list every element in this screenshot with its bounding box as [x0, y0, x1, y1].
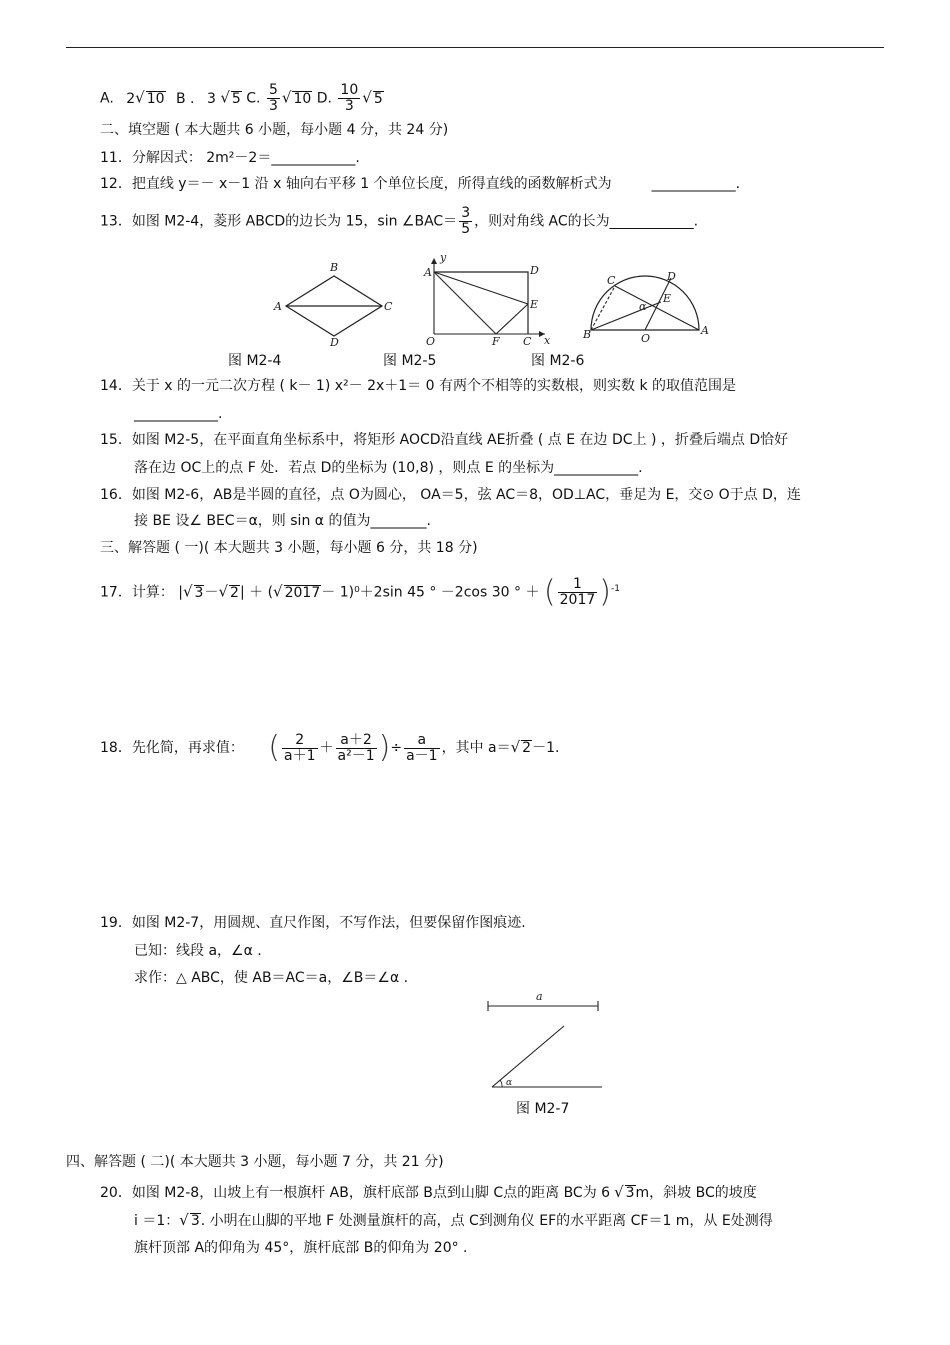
caption-m2-5: 图 M2-5 — [383, 353, 437, 369]
q17-fraction: $\frac{1}{2017}$ — [559, 576, 596, 609]
f25-label-e: E — [530, 298, 539, 311]
caption-m2-4: 图 M2-4 — [228, 353, 282, 369]
question-12: 12．把直线 y＝－ x－1 沿 x 轴向右平移 1 个单位长度，所得直线的函数解析式为 ____________. — [100, 176, 741, 192]
question-16-line-1: 16．如图 M2-6，AB是半圆的直径，点 O为圆心， OA＝5，弦 AC＝8，OD⊥AC，垂足为 E，交⊙ O于点 D，连 — [100, 487, 801, 503]
section-2-title: 二、填空题 ( 本大题共 6 小题，每小题 4 分，共 24 分) — [100, 122, 449, 138]
question-19-line-3: 求作：△ ABC，使 AB＝AC＝a，∠B＝∠α . — [134, 970, 409, 986]
option-c-label: C. — [246, 90, 261, 107]
question-14-line-1: 14．关于 x 的一元二次方程 ( k－ 1) x²－ 2x＋1＝ 0 有两个不相等的实数根，则实数 k 的取值范围是 — [100, 378, 736, 394]
f26-label-o: O — [641, 332, 651, 345]
question-19-line-1: 19．如图 M2-7，用圆规、直尺作图，不写作法，但要保留作图痕迹. — [100, 915, 526, 931]
f25-label-x: x — [544, 334, 551, 347]
f25-label-o: O — [426, 335, 436, 347]
f24-label-c: C — [384, 300, 393, 313]
f25-label-y: y — [440, 252, 447, 264]
f25-label-f: F — [492, 335, 500, 347]
f24-label-d: D — [330, 336, 339, 348]
question-19-line-2: 已知：线段 a，∠α . — [134, 943, 262, 959]
f26-label-alpha: α — [639, 300, 647, 313]
option-d-radicand: 5 — [373, 90, 383, 107]
option-a-coef: 2 — [126, 90, 136, 107]
question-17: 17．计算： |√ 3－√ 2| ＋ (√ 2017－ 1)⁰＋2sin 45 ° －2cos 30 ° ＋ ( $\frac{1}{2017}$ )$^{-1}$ — [100, 574, 620, 610]
f24-label-a: A — [274, 300, 282, 313]
question-13: 13．如图 M2-4，菱形 ABCD的边长为 15，sin ∠BAC＝ $\frac{3}{5}$ ，则对角线 AC的长为____________. — [100, 205, 699, 237]
f26-label-c: C — [607, 274, 616, 287]
f26-label-e: E — [663, 292, 672, 305]
question-20-line-1: 20．如图 M2-8，山坡上有一根旗杆 AB，旗杆底部 B点到山脚 C点的距离 BC为 6 √ 3m，斜坡 BC的坡度 — [100, 1183, 757, 1201]
question-11: 11．分解因式： 2m²－2＝____________. — [100, 150, 360, 166]
figure-m2-7 — [480, 988, 610, 1093]
question-20-line-3: 旗杆顶部 A的仰角为 45°，旗杆底部 B的仰角为 20° . — [134, 1240, 468, 1256]
figure-m2-4 — [268, 258, 408, 348]
caption-m2-6: 图 M2-6 — [531, 353, 585, 369]
option-c-fraction: $\frac{5}{3}$ — [268, 82, 278, 114]
f26-label-b: B — [583, 328, 592, 341]
f27-label-a: a — [536, 990, 543, 1003]
figure-m2-5 — [420, 252, 555, 347]
option-b-coef: 3 — [206, 90, 216, 107]
f24-label-b: B — [330, 261, 339, 274]
option-d-label: D. — [316, 90, 332, 107]
section-4-title: 四、解答题 ( 二)( 本大题共 3 小题，每小题 7 分，共 21 分) — [66, 1154, 444, 1170]
question-15-line-2: 落在边 OC上的点 F 处．若点 D的坐标为 (10,8) ，则点 E 的坐标为____________. — [134, 460, 643, 476]
question-15-line-1: 15．如图 M2-5，在平面直角坐标系中，将矩形 AOCD沿直线 AE折叠 ( 点 E 在边 DC上 ) ，折叠后端点 D恰好 — [100, 432, 789, 448]
caption-m2-7: 图 M2-7 — [516, 1101, 570, 1117]
f26-label-a: A — [701, 324, 709, 337]
top-rule — [66, 47, 884, 48]
f26-label-d: D — [667, 270, 676, 283]
option-b-radicand: 5 — [231, 90, 241, 107]
question-20-line-2: i ＝1：√ 3. 小明在山脚的平地 F 处测量旗杆的高，点 C到测角仪 EF的水平距离 CF＝1 m，从 E处测得 — [134, 1211, 773, 1229]
option-d-fraction: $\frac{10}{3}$ — [340, 82, 359, 114]
figure-m2-6 — [575, 268, 715, 348]
section-3-title: 三、解答题 ( 一)( 本大题共 3 小题，每小题 6 分，共 18 分) — [100, 540, 478, 556]
f27-label-alpha: α — [506, 1078, 513, 1088]
question-18: 18．先化简，再求值： ( $\frac{2}{a+1}$ ＋ $\frac{a+2}{\text{a²－1}}$ )÷ $\frac{a}{a-1}$ ，其中 a＝√ 2－1. — [100, 730, 560, 765]
q10-options: A. 2√ 10 B . 3 √ 5 C. $\frac{5}{3}$ √ 10 D. $\frac{10}{3}$ √ 5 — [100, 82, 383, 114]
f25-label-a: A — [424, 266, 432, 279]
option-b-label: B . — [176, 90, 195, 107]
question-16-line-2: 接 BE 设∠ BEC＝α，则 sin α 的值为________. — [134, 513, 431, 529]
f25-label-d: D — [530, 264, 539, 277]
option-a-radicand: 10 — [146, 90, 165, 107]
q13-fraction: $\frac{3}{5}$ — [461, 205, 471, 237]
f25-label-c: C — [523, 335, 532, 347]
option-a-label: A. — [100, 90, 114, 107]
question-14-line-2: ____________. — [134, 406, 223, 422]
option-c-radicand: 10 — [293, 90, 312, 107]
